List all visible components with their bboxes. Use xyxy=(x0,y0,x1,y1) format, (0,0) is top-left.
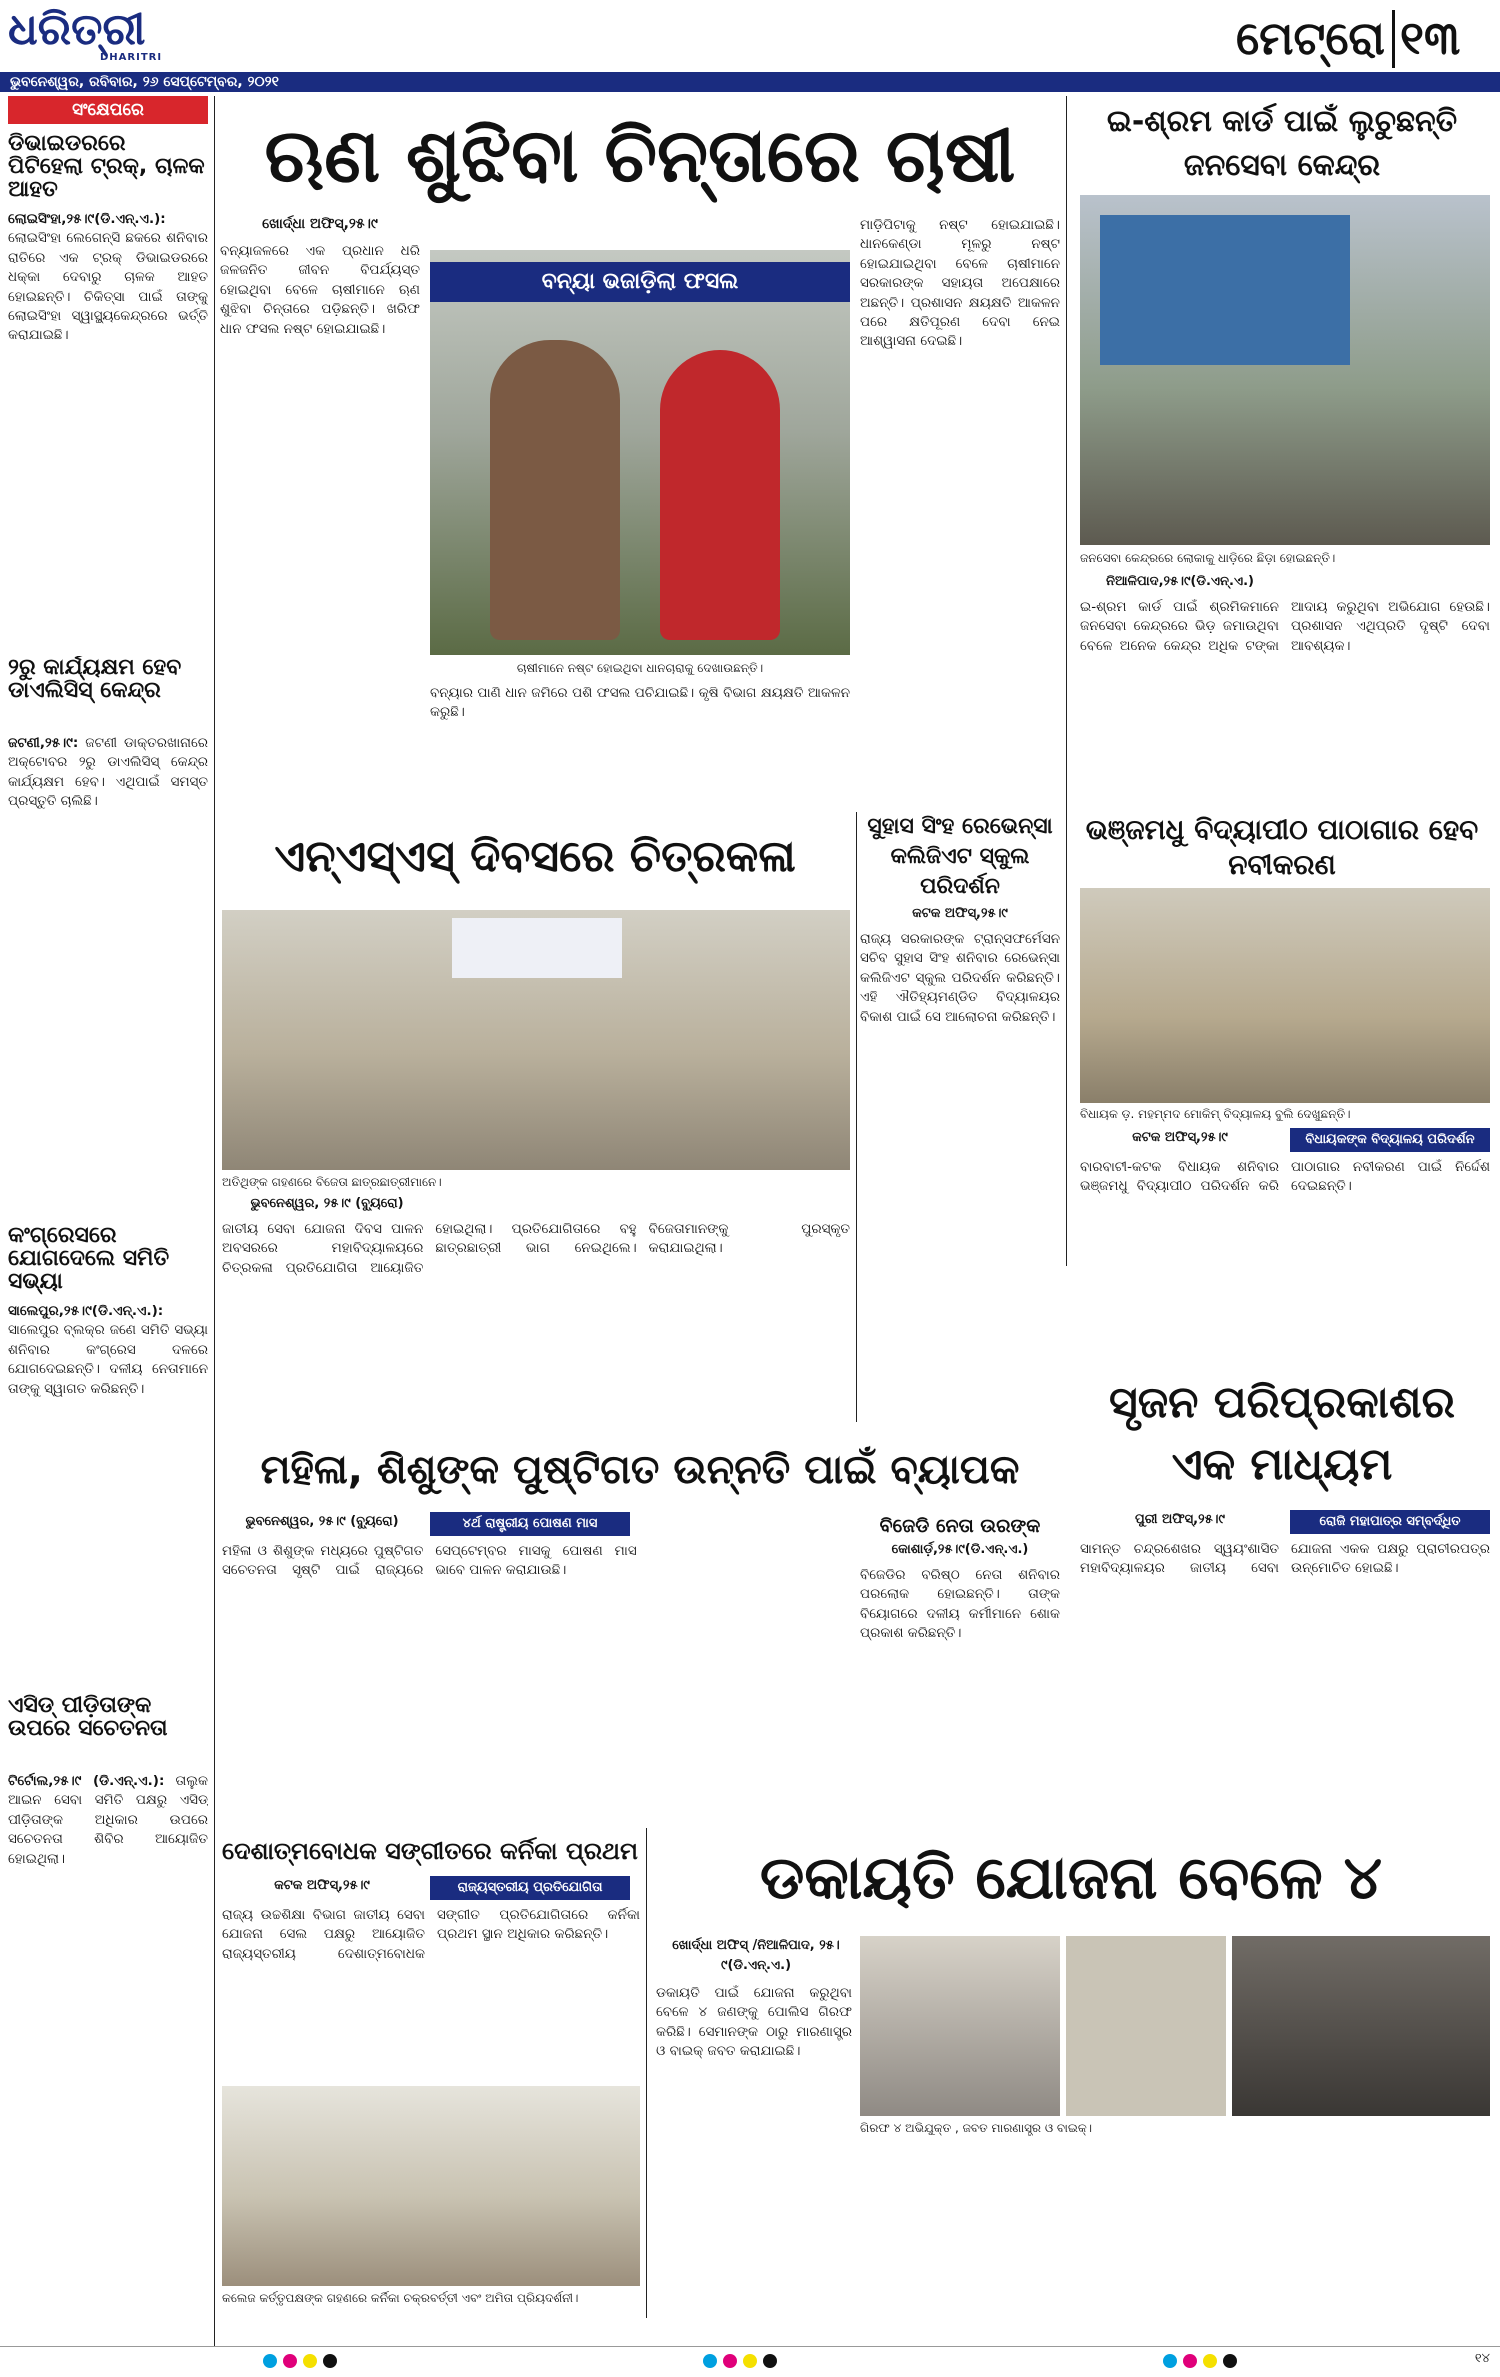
tag-bhanja: ବିଧାୟକଙ୍କ ବିଦ୍ୟାଳୟ ପରିଦର୍ଶନ xyxy=(1290,1128,1490,1152)
body-suhas: ରାଜ୍ୟ ସରକାରଙ୍କ ଟ୍ରାନ୍ସଫର୍ମେସନ ସଚିବ ସୁହାସ ସିଂହ ଶନିବାର ରେଭେନ୍ସା କଲିଜିଏଟ ସ୍କୁଲ ପରିଦର୍ଶନ କରିଛନ୍ତି। ଏହି ଐତିହ୍ୟମଣ୍ଡିତ ବିଦ୍ୟାଳୟର ବିକାଶ ପାଇଁ ସେ ଆଲୋଚନା କରିଛନ୍ତି। xyxy=(860,931,1060,1025)
dateline: ଭୁବନେଶ୍ୱର, ରବିବାର, ୨୬ ସେପ୍ଟେମ୍ବର, ୨୦୨୧ xyxy=(10,74,279,90)
caption-farmers: ଚାଷୀମାନେ ନଷ୍ଟ ହୋଇଥିବା ଧାନଚାରାକୁ ଦେଖାଉଛନ୍ତି। xyxy=(516,661,764,675)
byline-nss: ଭୁବନେଶ୍ୱର, ୨୫।୯ (ବ୍ୟୁରୋ) xyxy=(250,1196,404,1211)
dateline-bar xyxy=(0,72,1500,92)
sidebar-story-dateline: ଟିର୍ଟୋଲ,୨୫।୯ (ଡି.ଏନ୍.ଏ.): xyxy=(8,1773,165,1789)
reg-mark-magenta xyxy=(1183,2354,1197,2368)
reg-mark-black xyxy=(1223,2354,1237,2368)
caption-bhanja: ବିଧାୟକ ଡ଼. ମହମ୍ମଦ ମୋକିମ୍ ବିଦ୍ୟାଳୟ ବୁଲି ଦେଖୁଛନ୍ତି। xyxy=(1080,1107,1351,1121)
body-farmers-right: ମାଡ଼ିପିଟାକୁ ନଷ୍ଟ ହୋଇଯାଇଛି। ଧାନକେଣ୍ଡା ମୂଳରୁ ନଷ୍ଟ ହୋଇଯାଇଥିବା ବେଳେ ଚାଷୀମାନେ ସରକାରଙ୍କ ସହାୟତା ଅପେକ୍ଷାରେ ଅଛନ୍ତି। ପ୍ରଶାସନ କ୍ଷୟକ୍ଷତି ଆକଳନ ପରେ କ୍ଷତିପୂରଣ ଦେବା ନେଇ ଆଶ୍ୱାସନା ଦେଇଛି। xyxy=(860,217,1060,350)
sidebar-story-body xyxy=(8,734,208,1204)
sidebar-story-text: ସାଲେପୁର ବ୍ଲକ୍ର ଜଣେ ସମିତି ସଭ୍ୟା ଶନିବାର କଂଗ୍ରେସ ଦଳରେ ଯୋଗଦେଇଛନ୍ତି। ଦଳୀୟ ନେତାମାନେ ତାଙ୍କୁ ସ୍ୱାଗତ କରିଛନ୍ତି। xyxy=(8,1322,208,1397)
headline-mahila: ମହିଳା, ଶିଶୁଙ୍କ ପୁଷ୍ଟିଗତ ଉନ୍ନତି ପାଇଁ ବ୍ୟାପକ xyxy=(260,1447,1020,1493)
headline-dakaiti: ଡକାୟତି ଯୋଜନା ବେଳେ ୪ xyxy=(759,1843,1383,1913)
reg-mark-black xyxy=(763,2354,777,2368)
tag-mahila: ୪ର୍ଥ ରାଷ୍ଟ୍ରୀୟ ପୋଷଣ ମାସ xyxy=(430,1512,630,1536)
sidebar xyxy=(8,96,208,2346)
headline-srujan: ସୃଜନ ପରିପ୍ରକାଶର ଏକ ମାଧ୍ୟମ xyxy=(1109,1377,1455,1490)
reg-mark-magenta xyxy=(283,2354,297,2368)
photo-eshram-building xyxy=(1100,215,1350,365)
headline-eshram: ଇ-ଶ୍ରମ କାର୍ଡ ପାଇଁ ଲୁଚୁଛନ୍ତି ଜନସେବା କେନ୍ଦ୍ର xyxy=(1106,104,1458,183)
farmer-figure-1 xyxy=(490,340,620,640)
tag-srujan: ରୋଜି ମହାପାତ୍ର ସମ୍ବର୍ଦ୍ଧିତ xyxy=(1290,1510,1490,1534)
sidebar-story-body xyxy=(8,210,208,630)
tag-desh: ରାଜ୍ୟସ୍ତରୀୟ ପ୍ରତିଯୋଗିତା xyxy=(430,1876,630,1900)
reg-mark-cyan xyxy=(1163,2354,1177,2368)
masthead-logo: ଧରିତ୍ରୀ xyxy=(8,4,146,55)
sidebar-tag: ସଂକ୍ଷେପରେ xyxy=(8,96,208,124)
footer-page-number: ୧୪ xyxy=(1474,2351,1490,2366)
sidebar-story-title: କଂଗ୍ରେସରେ ଯୋଗଦେଲେ ସମିତି ସଭ୍ୟା xyxy=(8,1224,170,1295)
sidebar-story-dateline: ଜଟଣୀ,୨୫।୯: xyxy=(8,735,79,751)
byline-farmers: ଖୋର୍ଦ୍ଧା ଅଫିସ୍,୨୫।୯ xyxy=(262,216,378,232)
sidebar-story-body xyxy=(8,1772,208,2332)
reg-mark-cyan xyxy=(703,2354,717,2368)
reg-mark-magenta xyxy=(723,2354,737,2368)
column-rule xyxy=(856,812,857,1422)
sidebar-story-body xyxy=(8,1302,208,1682)
tag-farmers: ବନ୍ୟା ଭଜାଡ଼ିଲା ଫସଲ xyxy=(430,262,850,302)
byline-mahila: ଭୁବନେଶ୍ୱର, ୨୫।୯ (ବ୍ୟୁରୋ) xyxy=(245,1514,399,1529)
byline-bhanja: କଟକ ଅଫିସ୍,୨୫।୯ xyxy=(1132,1130,1228,1145)
body-desh: ରାଜ୍ୟ ଉଚ୍ଚଶିକ୍ଷା ବିଭାଗ ଜାତୀୟ ସେବା ଯୋଜନା ସେଲ ପକ୍ଷରୁ ଆୟୋଜିତ ରାଜ୍ୟସ୍ତରୀୟ ଦେଶାତ୍ମବୋଧକ ସଙ୍ଗୀତ ପ୍ରତିଯୋଗିତାରେ କର୍ନିକା ପ୍ରଥମ ସ୍ଥାନ ଅଧିକାର କରିଛନ୍ତି। xyxy=(222,1907,640,1962)
byline-eshram: ନିଆଳିପାଦ,୨୫।୯(ଡି.ଏନ୍.ଏ.) xyxy=(1106,574,1254,589)
sidebar-story-text: ଲୋଇସିଂହା ଲେଗେନ୍ସି ଛକରେ ଶନିବାର ରାତିରେ ଏକ ଟ୍ରକ୍ ଡିଭାଇଡରରେ ଧକ୍କା ଦେବାରୁ ଚାଳକ ଆହତ ହୋଇଛନ୍ତି। ଚିକିତ୍ସା ପାଇଁ ତାଙ୍କୁ ଲୋଇସିଂହା ସ୍ୱାସ୍ଥ୍ୟକେନ୍ଦ୍ରରେ ଭର୍ତ୍ତି କରାଯାଇଛି। xyxy=(8,230,208,344)
photo-nss-banner xyxy=(452,918,622,978)
caption-dakaiti: ଗିରଫ ୪ ଅଭିଯୁକ୍ତ , ଜବତ ମାରଣାସ୍ତ୍ର ଓ ବାଇକ୍। xyxy=(860,2121,1093,2135)
body-srujan: ସାମନ୍ତ ଚନ୍ଦ୍ରଶେଖର ସ୍ୱୟଂଶାସିତ ମହାବିଦ୍ୟାଳୟର ଜାତୀୟ ସେବା ଯୋଜନା ଏକକ ପକ୍ଷରୁ ପ୍ରାଚୀରପତ୍ର ଉନ୍ମୋଚିତ ହୋଇଛି। xyxy=(1080,1541,1490,1577)
sidebar-story-title: ଡିଭାଇଡରରେ ପିଟିହେଲା ଟ୍ରକ୍, ଚାଳକ ଆହତ xyxy=(8,132,205,203)
photo-dakaiti-suspects xyxy=(860,1936,1060,2116)
body-mahila: ମହିଳା ଓ ଶିଶୁଙ୍କ ମଧ୍ୟରେ ପୁଷ୍ଟିଗତ ସଚେତନତା ସୃଷ୍ଟି ପାଇଁ ରାଜ୍ୟରେ ସେପ୍ଟେମ୍ବର ମାସକୁ ପୋଷଣ ମାସ ଭାବେ ପାଳନ କରାଯାଉଛି। xyxy=(222,1543,637,1579)
caption-nss: ଅତିଥିଙ୍କ ଗହଣରେ ବିଜେତା ଛାତ୍ରଛାତ୍ରୀମାନେ। xyxy=(222,1175,442,1189)
column-rule xyxy=(1066,96,1067,1266)
caption-desh: କଲେଜ କର୍ତ୍ତୃପକ୍ଷଙ୍କ ଗହଣରେ କର୍ନିକା ଚକ୍ରବର୍ତ୍ତୀ ଏବଂ ଅମିତା ପ୍ରିୟଦର୍ଶନୀ। xyxy=(222,2291,579,2305)
sidebar-story-text: ଜଟଣୀ ଡାକ୍ତରଖାନାରେ ଅକ୍ଟୋବର ୨ରୁ ଡାଏଲିସିସ୍ କେନ୍ଦ୍ର କାର୍ଯ୍ୟକ୍ଷମ ହେବ। ଏଥିପାଇଁ ସମସ୍ତ ପ୍ରସ୍ତୁତି ଚାଲିଛି। xyxy=(8,735,208,810)
page-number: ୧୩ xyxy=(1400,11,1461,65)
column-rule xyxy=(646,1828,647,2318)
headline-bhanja: ଭଞ୍ଜମଧୁ ବିଦ୍ୟାପୀଠ ପାଠାଗାର ହେବ ନବୀକରଣ xyxy=(1085,813,1479,881)
section-divider xyxy=(1392,10,1395,68)
section-title: ମେଟ୍ରୋ xyxy=(1236,11,1385,65)
footer xyxy=(0,2346,1500,2377)
photo-desh xyxy=(222,2086,640,2286)
photo-farmers xyxy=(430,250,850,655)
reg-mark-yellow xyxy=(1203,2354,1217,2368)
reg-mark-yellow xyxy=(743,2354,757,2368)
body-farmers-mid: ବନ୍ୟାର ପାଣି ଧାନ ଜମିରେ ପଶି ଫସଲ ପଚିଯାଇଛି। କୃଷି ବିଭାଗ କ୍ଷୟକ୍ଷତି ଆକଳନ କରୁଛି। xyxy=(430,685,850,721)
body-bjd: ବିଜେଡିର ବରିଷ୍ଠ ନେତା ଶନିବାର ପରଲୋକ ହୋଇଛନ୍ତି। ତାଙ୍କ ବିୟୋଗରେ ଦଳୀୟ କର୍ମୀମାନେ ଶୋକ ପ୍ରକାଶ କରିଛନ୍ତି। xyxy=(860,1567,1060,1642)
headline-suhas: ସୁହାସ ସିଂହ ରେଭେନ୍ସା କଲିଜିଏଟ ସ୍କୁଲ ପରିଦର୍ଶନ xyxy=(867,814,1053,899)
byline-dakaiti: ଖୋର୍ଦ୍ଧା ଅଫିସ୍ /ନିଆଳିପାଦ, ୨୫।୯(ଡି.ଏନ୍.ଏ.) xyxy=(672,1938,840,1973)
byline-bjd: କୋଶାର୍ଡ଼,୨୫।୯(ଡି.ଏନ୍.ଏ.) xyxy=(891,1542,1029,1557)
sidebar-story-title: ଏସିଡ୍ ପୀଡ଼ିତାଙ୍କ ଉପରେ ସଚେତନତା xyxy=(8,1694,168,1742)
byline-suhas: କଟକ ଅଫିସ୍,୨୫।୯ xyxy=(912,906,1008,921)
body-nss: ଜାତୀୟ ସେବା ଯୋଜନା ଦିବସ ପାଳନ ଅବସରରେ ମହାବିଦ୍ୟାଳୟରେ ଚିତ୍ରକଳା ପ୍ରତିଯୋଗିତା ଆୟୋଜିତ ହୋଇଥିଲା। ପ୍ରତିଯୋଗିତାରେ ବହୁ ଛାତ୍ରଛାତ୍ରୀ ଭାଗ ନେଇଥିଲେ। ବିଜେତାମାନଙ୍କୁ ପୁରସ୍କୃତ କରାଯାଇଥିଲା। xyxy=(222,1221,850,1276)
photo-bhanja xyxy=(1080,888,1490,1103)
photo-eshram xyxy=(1080,195,1490,545)
headline-bjd: ବିଜେଡି ନେତା ଉରଙ୍କ xyxy=(879,1515,1041,1537)
byline-srujan: ପୁରୀ ଅଫିସ୍,୨୫।୯ xyxy=(1135,1512,1225,1527)
headline-desh: ଦେଶାତ୍ମବୋଧକ ସଙ୍ଗୀତରେ କର୍ନିକା ପ୍ରଥମ xyxy=(222,1837,638,1865)
sidebar-story-text: ତାଲୁକ ଆଇନ ସେବା ସମିତି ପକ୍ଷରୁ ଏସିଡ୍ ପୀଡ଼ିତାଙ୍କ ଅଧିକାର ଉପରେ ସଚେତନତା ଶିବିର ଆୟୋଜିତ ହୋଇଥିଲା। xyxy=(8,1773,208,1867)
body-farmers-left: ବନ୍ୟାଜଳରେ ଏକ ପ୍ରଧାନ ଧରି ଜଳଜନିତ ଜୀବନ ବିପର୍ଯ୍ୟସ୍ତ ହୋଇଥିବା ବେଳେ ଚାଷୀମାନେ ଋଣ ଶୁଝିବା ଚିନ୍ତାରେ ପଡ଼ିଛନ୍ତି। ଖରିଫ ଧାନ ଫସଲ ନଷ୍ଟ ହୋଇଯାଇଛି। xyxy=(220,243,420,337)
reg-mark-yellow xyxy=(303,2354,317,2368)
masthead xyxy=(0,0,1500,92)
registration-marks xyxy=(260,2353,380,2373)
byline-desh: କଟକ ଅଫିସ୍,୨୫।୯ xyxy=(274,1878,370,1893)
body-eshram: ଇ-ଶ୍ରମ କାର୍ଡ ପାଇଁ ଶ୍ରମିକମାନେ ଜନସେବା କେନ୍ଦ୍ରରେ ଭିଡ଼ ଜମାଉଥିବା ବେଳେ ଅନେକ କେନ୍ଦ୍ର ଅଧିକ ଟଙ୍କା ଆଦାୟ କରୁଥିବା ଅଭିଯୋଗ ହେଉଛି। ପ୍ରଶାସନ ଏଥିପ୍ରତି ଦୃଷ୍ଟି ଦେବା ଆବଶ୍ୟକ। xyxy=(1080,599,1490,654)
photo-dakaiti-bike xyxy=(1232,1936,1490,2116)
column-rule xyxy=(214,96,215,2346)
body-dakaiti-left: ଡକାୟତି ପାଇଁ ଯୋଜନା କରୁଥିବା ବେଳେ ୪ ଜଣଙ୍କୁ ପୋଲିସ ଗିରଫ କରିଛି। ସେମାନଙ୍କ ଠାରୁ ମାରଣାସ୍ତ୍ର ଓ ବାଇକ୍ ଜବତ କରାଯାଇଛି। xyxy=(656,1985,852,2060)
registration-marks xyxy=(1160,2353,1280,2373)
reg-mark-cyan xyxy=(263,2354,277,2368)
farmer-figure-2 xyxy=(660,350,780,640)
photo-nss xyxy=(222,910,850,1170)
sidebar-story-title: ୨ରୁ କାର୍ଯ୍ୟକ୍ଷମ ହେବ ଡାଏଲିସିସ୍ କେନ୍ଦ୍ର xyxy=(8,656,182,704)
sidebar-story-dateline: ଲୋଇସିଂହା,୨୫।୯(ଡି.ଏନ୍.ଏ.): xyxy=(8,211,166,227)
photo-dakaiti-weapons xyxy=(1066,1936,1226,2116)
caption-eshram: ଜନସେବା କେନ୍ଦ୍ରରେ ଲୋକାକୁ ଧାଡ଼ିରେ ଛିଡ଼ା ହୋଇଛନ୍ତି। xyxy=(1080,551,1336,565)
headline-nss: ଏନ୍‌ଏସ୍‌ଏସ୍ ଦିବସରେ ଚିତ୍ରକଳା xyxy=(274,831,796,882)
sidebar-story-dateline: ସାଲେପୁର,୨୫।୯(ଡି.ଏନ୍.ଏ.): xyxy=(8,1303,164,1319)
registration-marks xyxy=(700,2353,820,2373)
masthead-logo-latin: DHARITRI xyxy=(100,52,163,63)
body-bhanja: ବାରବାଟୀ-କଟକ ବିଧାୟକ ଶନିବାର ଭଞ୍ଜମଧୁ ବିଦ୍ୟାପୀଠ ପରିଦର୍ଶନ କରି ପାଠାଗାର ନବୀକରଣ ପାଇଁ ନିର୍ଦ୍ଦେଶ ଦେଇଛନ୍ତି। xyxy=(1080,1159,1490,1195)
headline-farmers: ଋଣ ଶୁଝିବା ଚିନ୍ତାରେ ଚାଷୀ xyxy=(264,113,1016,199)
reg-mark-black xyxy=(323,2354,337,2368)
